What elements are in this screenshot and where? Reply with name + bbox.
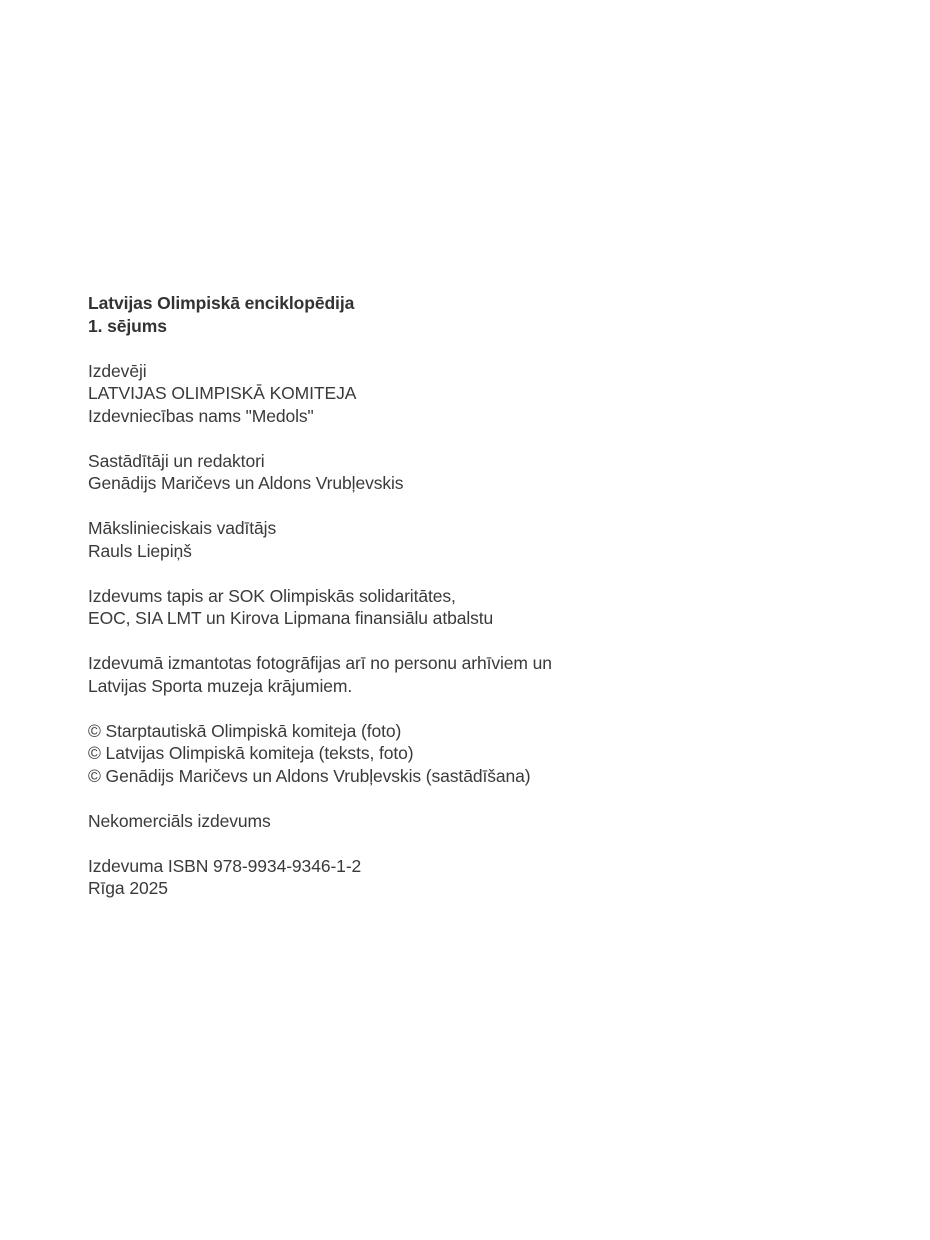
publisher-name: LATVIJAS OLIMPISKĀ KOMITEJA [88,383,357,403]
noncommercial-note: Nekomerciāls izdevums [88,810,271,831]
copyright-loc: © Latvijas Olimpiskā komiteja (teksts, foto) [88,743,414,763]
funding-line-1: Izdevums tapis ar SOK Olimpiskās solidaritātes, [88,585,456,606]
editors-label: Sastādītāji un redaktori [88,450,265,471]
editors-names: Genādijs Maričevs un Aldons Vrubļevskis [88,473,404,493]
copyright-ioc: © Starptautiskā Olimpiskā komiteja (foto) [88,720,402,741]
photo-note-line-1: Izdevumā izmantotas fotogrāfijas arī no personu arhīviem un [88,653,552,673]
city-year: Rīga 2025 [88,878,168,898]
funding-line-2: EOC, SIA LMT un Kirova Lipmana finansiālu atbalstu [88,608,494,628]
book-title: Latvijas Olimpiskā enciklopēdija [88,293,355,313]
book-title-block [88,292,870,337]
volume-number: 1. sējums [88,315,167,336]
publisher-block [88,360,870,428]
art-director-name: Rauls Liepiņš [88,540,192,561]
photo-note-block [88,652,870,697]
art-director-block [88,517,870,562]
art-director-label: Mākslinieciskais vadītājs [88,518,277,538]
publishing-house: Izdevniecības nams "Medols" [88,405,314,426]
copyright-compilers: © Genādijs Maričevs un Aldons Vrubļevskis (sastādīšana) [88,765,531,786]
editors-block [88,450,870,495]
photo-note-line-2: Latvijas Sporta muzeja krājumiem. [88,675,353,696]
issue-block [88,855,870,900]
copyright-block [88,720,870,788]
isbn-line: Izdevuma ISBN 978-9934-9346-1-2 [88,855,362,876]
funding-block [88,585,870,630]
publishers-label: Izdevēji [88,360,147,381]
noncommercial-block [88,810,870,833]
